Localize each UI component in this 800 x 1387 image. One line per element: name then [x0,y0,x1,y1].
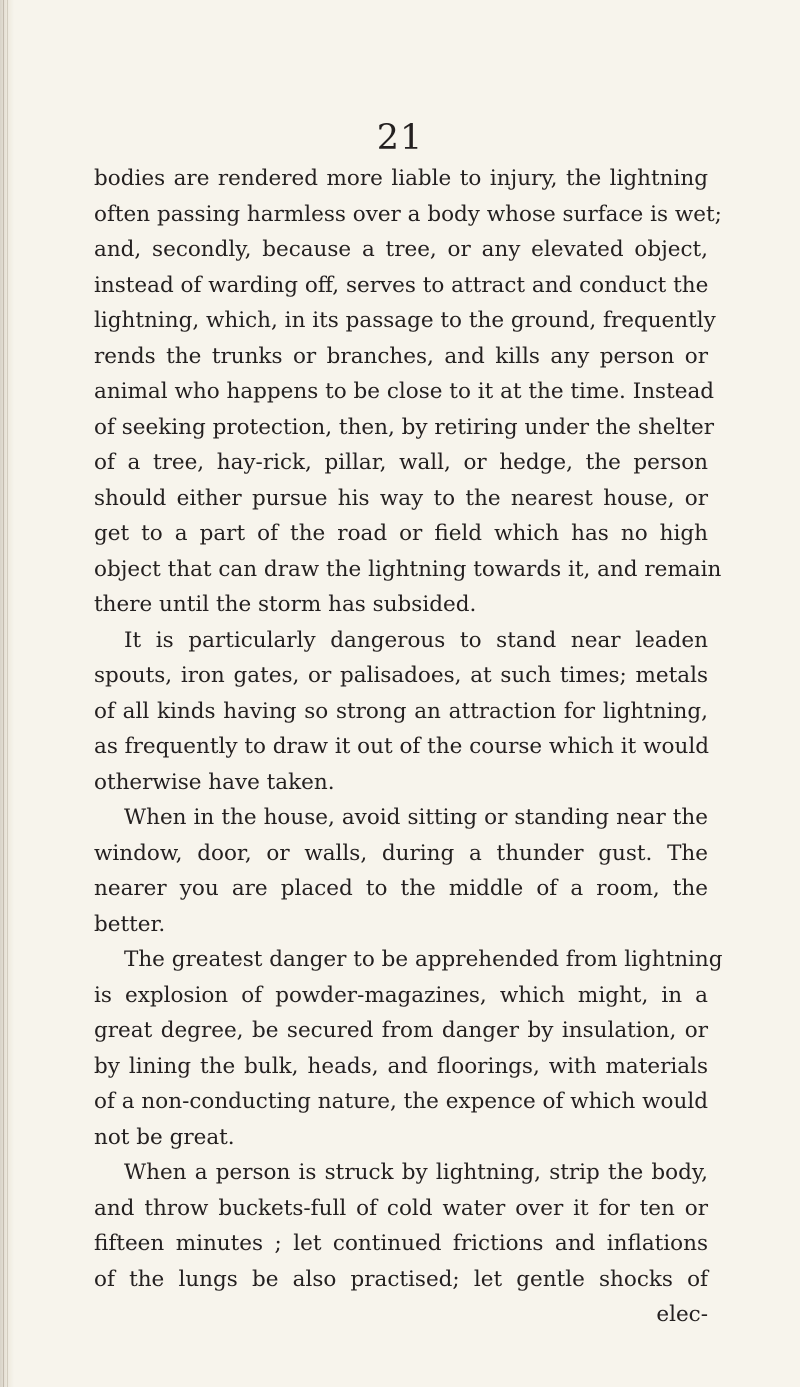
text-line: great degree, be secured from danger by insulation, or [94,1018,708,1043]
text-line: is explosion of powder-magazines, which might, in a [94,982,708,1008]
page-text [94,161,723,1333]
text-line: fifteen minutes ; let continued frictions and inflations [94,1231,708,1256]
text-line: better. [94,911,166,937]
text-line: window, door, or walls, during a thunder gust. The [94,840,708,866]
text-line: should either pursue his way to the nearest house, or [94,485,708,511]
text-line: and throw buckets-full of cold water over it for ten or [94,1195,708,1221]
text-line: lightning, which, in its passage to the ground, frequently [94,308,716,333]
text-line: often passing harmless over a body whose surface is wet; [94,201,722,227]
text-line: instead of warding off, serves to attract and conduct the [94,272,709,298]
text-line: of a non-conducting nature, the expence of which would [94,1089,708,1114]
text-line: of all kinds having so strong an attraction for lightning, [94,698,708,724]
text-line: animal who happens to be close to it at the time. Instead [94,379,715,404]
text-line: It is particularly dangerous to stand near leaden [124,627,708,653]
text-line: object that can draw the lightning towards it, and remain [94,556,722,582]
text-line: as frequently to draw it out of the course which it would [94,734,709,759]
text-line: and, secondly, because a tree, or any elevated object, [94,237,708,262]
text-line: When a person is struck by lightning, strip the body, [124,1160,708,1185]
text-line: nearer you are placed to the middle of a room, the [94,876,708,901]
text-line: not be great. [94,1124,235,1150]
text-line: of a tree, hay-rick, pillar, wall, or hedge, the person [94,450,708,475]
text-line: otherwise have taken. [94,769,335,795]
text-line: The greatest danger to be apprehended from lightning [124,947,723,972]
text-line: spouts, iron gates, or palisadoes, at such times; metals [94,663,708,688]
page-number: 21 [376,118,424,158]
text-line: get to a part of the road or field which has no high [94,521,708,546]
binding-line [3,0,4,1387]
text-line: bodies are rendered more liable to injury, the lightning [94,166,708,191]
text-line: rends the trunks or branches, and kills any person or [94,343,708,369]
catchword: elec- [656,1302,708,1327]
text-line: by lining the bulk, heads, and floorings, with materials [94,1053,708,1079]
text-line: there until the storm has subsided. [94,592,477,617]
text-line: of the lungs be also practised; let gentle shocks of [94,1266,708,1292]
binding-line [7,0,8,1387]
text-line: of seeking protection, then, by retiring under the shelter [94,414,714,440]
text-line: When in the house, avoid sitting or standing near the [124,805,708,830]
